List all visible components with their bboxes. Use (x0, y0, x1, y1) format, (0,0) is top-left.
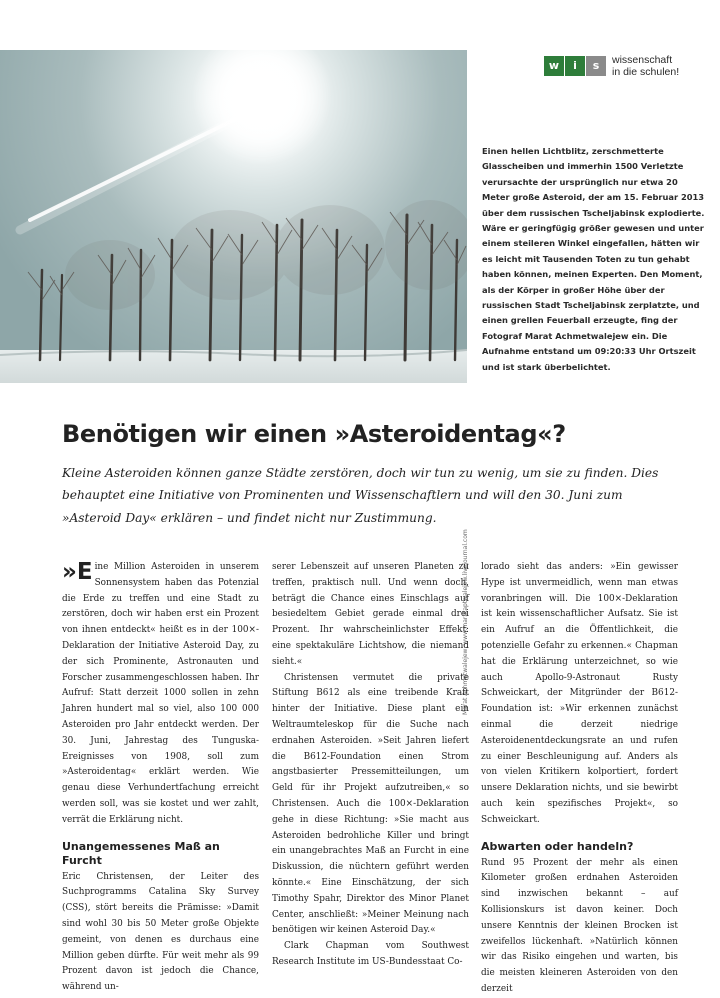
article-column-2 (272, 560, 469, 971)
paragraph: Eric Christensen, der Leiter des Suchprogramms Catalina Sky Survey (CSS), stört bereits die Prämisse: »Damit sind wohl 30 bis 50 Meter große Objekte gemeint, von denen es durchaus eine Million geben dürfte. Für weit mehr als 99 Prozent davon ist jedoch die Chance, während un- (62, 871, 259, 993)
subheading-abwarten: Abwarten oder handeln? (481, 839, 634, 853)
logo-letter-s: s (586, 56, 606, 76)
paragraph: Clark Chapman vom Southwest Research Institute im US-Bundesstaat Co- (272, 941, 469, 967)
wis-logo (544, 56, 694, 78)
paragraph-text: ine Million Asteroiden in unserem Sonnensystem haben das Potenzial die Erde zu treffen und eine Stadt zu zerstören, doch wir haben erst ein Prozent von ihnen entdeckt« heißt es in der 100×-Deklaration der Initiative Asteroid Day, zu der sich Prominente, Astronauten und Forscher zusammengeschlossen haben. Ihr Aufruf: Statt derzeit 1000 sollen in zehn Jahren hundert mal so viel, also 100 000 Asteroiden pro Jahr entdeckt werden. Der 30. Juni, Jahrestag des Tunguska-Ereignisses von 1908, soll zum »Asteroidentag« erklärt werden. Wie genau diese Verhundertfachung erreicht werden soll, was sie kostet und wer zahlt, verrät die Erklärung nicht. (62, 562, 259, 825)
logo-letter-i: i (565, 56, 585, 76)
paragraph: Rund 95 Prozent der mehr als einen Kilometer großen erdnahen Asteroiden sind inzwischen bekannt – auf Kollisionskurs ist davon keiner. Doch unsere Kenntnis der kleinen Brocken ist zweifellos lückenhaft. »Natürlich können wir das Risiko eingehen und warten, bis die meisten kleineren Asteroiden von den derzeit (481, 857, 678, 994)
subheading-furcht: Unangemessenes Maß an Furcht (62, 839, 220, 867)
article-column-1 (62, 560, 259, 996)
paragraph: Christensen vermutet die private Stiftung B612 als eine treibende Kraft hinter der Initiative. Diese plant ein Weltraumteleskop für die Suche nach erdnahen Asteroiden. »Seit Jahren liefert die B612-Foundation einen Strom angstbasierter Pressemitteilungen, um Geld für ihr Projekt aufzutreiben,« so Christensen. Auch die 100×-Deklaration gehe in diese Richtung: »Sie macht aus Asteroiden bedrohliche Killer und bringt ein unangebrachtes Maß an Furcht in eine Diskussion, die nüchtern geführt werden könnte.« Eine Einschätzung, der sich Timothy Spahr, Direktor des Minor Planet Center, anschließt: »Meiner Meinung nach benötigen wir keinen Asteroid Day.« (272, 672, 469, 936)
photo-caption-text: Einen hellen Lichtblitz, zerschmetterte Glasscheiben und immerhin 1500 Verletzte verursachte der ursprünglich nur etwa 20 Meter große Asteroid, der am 15. Februar 2013 über dem russischen Tscheljabinsk explodierte. Wäre er geringfügig größer gewesen und unter einem steileren Winkel eingefallen, hätten wir es leicht mit Tausenden Toten zu tun gehabt haben können, meinen Experten. Den Moment, als der Körper in großer Höhe über der russischen Stadt Tscheljabinsk zerplatzte, und einen grellen Feuerball erzeugte, fing der Fotograf Marat Achmetwalejew ein. Die Aufnahme entstand um 09:20:33 Uhr Ortszeit und ist stark überbelichtet. (482, 146, 705, 372)
paragraph (62, 560, 259, 829)
logo-letter-w: w (544, 56, 564, 76)
photo-caption (482, 144, 708, 375)
logo-tagline-line1: wissenschaft (612, 54, 673, 66)
article-column-3 (481, 560, 678, 998)
paragraph: lorado sieht das anders: »Ein gewisser Hype ist unvermeidlich, wenn man etwas voranbringen will. Die 100×-Deklaration ist kein wissenschaftlicher Aufsatz. Sie ist ein Aufruf an die Öffentlichkeit, die potenzielle Gefahr zu erkennen.« Chapman hat die Erklärung unterzeichnet, so wie auch Apollo-9-Astronaut Rusty Schweickart, der Mitgründer der B612-Foundation ist: »Wir erkennen zunächst einmal die derzeit niedrige Asteroidenentdeckungsrate an und rufen zu einer Beschleunigung auf. Anders als von vielen Kritikern kolportiert, fordert unsere Deklaration nichts, und sie bewirbt auch kein spezifisches Projekt«, so Schweickart. (481, 562, 678, 825)
article-headline: Benötigen wir einen »Asteroidentag«? (62, 420, 566, 448)
logo-tagline (612, 54, 679, 78)
meteor-photo (0, 50, 467, 383)
article-lead: Kleine Asteroiden können ganze Städte zerstören, doch wir tun zu wenig, um sie zu finden. Dies behauptet eine Initiative von Prominenten und Wissenschaftlern und will den 30. Juni zum »Asteroid Day« erklären – und findet nicht nur Zustimmung. (62, 466, 659, 525)
paragraph: serer Lebenszeit auf unseren Planeten zu treffen, praktisch null. Und wenn doch, beträgt die Chance eines Einschlags auf besiedeltem Gebiet gerade einmal drei Prozent. Ihr wahrscheinlichster Effekt: eine spektakuläre Lichtshow, die niemand sieht.« (272, 562, 469, 667)
logo-tagline-line2: in die schulen! (612, 66, 680, 78)
drop-cap: »E (62, 559, 93, 585)
photo-credit-text: Marat Achmetwalejew, www.marataptwalejew.livejournal.com (462, 529, 469, 715)
meteor-photo-illustration (0, 50, 467, 383)
